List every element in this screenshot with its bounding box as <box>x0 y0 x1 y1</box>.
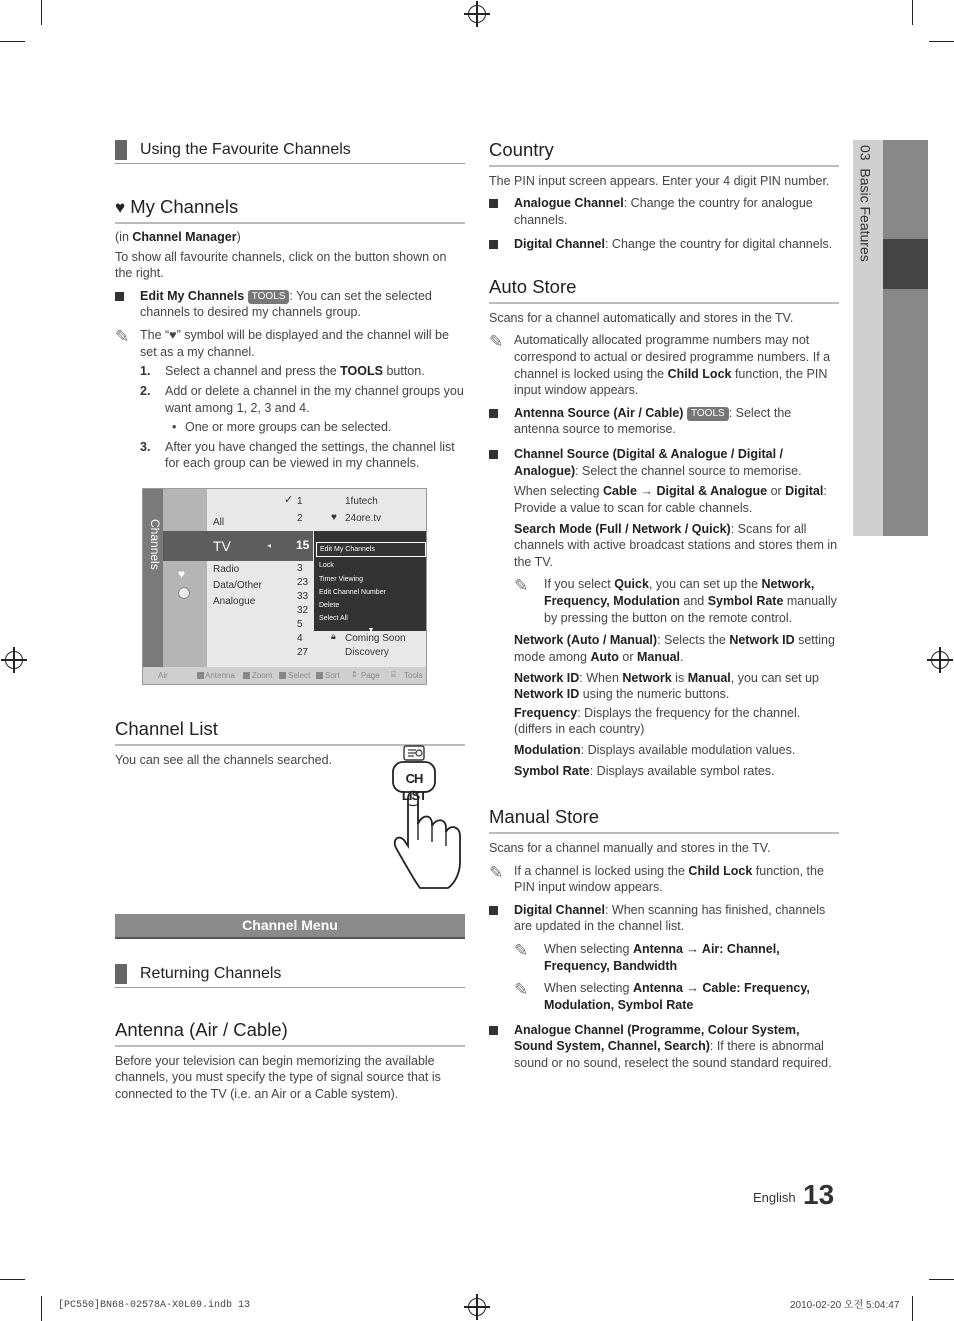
tv-group-tv: TV <box>213 538 231 554</box>
tv-menu-item[interactable]: Timer Viewing <box>319 575 363 583</box>
tv-channel-name: Coming Soon <box>345 633 406 644</box>
symbol-rate-text: Symbol Rate: Displays available symbol rates. <box>514 763 775 778</box>
crop-mark <box>0 1279 25 1280</box>
channel-menu-bar: Channel Menu <box>115 914 465 939</box>
manual-store-note: ✎ If a channel is locked using the Child Lock function, the PIN input window appears. <box>489 862 824 895</box>
my-channels-title: My Channels <box>130 196 239 218</box>
auto-store-text: Scans for a channel automatically and stores in the TV. <box>489 310 794 325</box>
search-mode-text: Search Mode (Full / Network / Quick): Scans for all channels with active broadcast stations and stores them in the TV. <box>514 521 838 569</box>
scroll-down-icon: ▼ <box>367 626 375 634</box>
crop-mark <box>929 1279 954 1280</box>
heart-symbol-note: ✎ The “♥” symbol will be displayed and the channel will be set as a my channel. <box>115 327 449 359</box>
tv-bottom-page: Page <box>361 671 380 680</box>
tv-bottom-tools: Tools <box>404 671 423 680</box>
heart-icon: ♥ <box>115 198 126 218</box>
step-2-subbullet: • One or more groups can be selected. <box>115 419 465 436</box>
country-heading: Country <box>489 138 839 167</box>
footer-language: English <box>753 1190 796 1205</box>
network-text: Network (Auto / Manual): Selects the Network ID setting mode among Auto or Manual. <box>514 633 835 664</box>
my-channels-heading <box>115 195 465 224</box>
tv-channel-name: Discovery <box>345 647 389 658</box>
heart-icon: ♥ <box>331 512 337 523</box>
tv-selected-row <box>163 531 313 561</box>
tv-channel-screen <box>142 488 427 685</box>
crop-mark <box>912 1296 913 1321</box>
crop-mark <box>0 41 25 42</box>
tv-channel-name: 1futech <box>345 496 378 507</box>
tv-menu-item[interactable]: Delete <box>319 602 340 610</box>
tools-icon: ⌸ <box>391 670 396 679</box>
manual-digital-bullet: Digital Channel: When scanning has finished, channels are updated in the channel list. <box>489 902 839 935</box>
tv-channel-num: 23 <box>297 577 309 588</box>
footer-date: 2010-02-20 오전 5:04:47 <box>790 1300 900 1311</box>
tv-bottom-antenna: Antenna <box>205 671 235 680</box>
step-2: 2. Add or delete a channel in the my channel groups you want among 1, 2, 3 and 4. <box>140 383 464 415</box>
chapter-tab-active-block <box>883 239 928 289</box>
chapter-number: 03 <box>857 145 874 161</box>
returning-section <box>115 962 465 1103</box>
crop-mark <box>929 41 954 42</box>
network-id-text: Network ID: When Network is Manual, you can set up Network ID using the numeric buttons. <box>514 670 820 702</box>
tv-channel-num: 1 <box>297 496 303 507</box>
tools-badge: TOOLS <box>687 407 729 421</box>
modulation-text: Modulation: Displays available modulation values. <box>514 743 796 758</box>
frequency-text: Frequency: Displays the frequency for the channel. (differs in each country) <box>514 705 801 737</box>
returning-channels-heading: Returning Channels <box>115 962 465 988</box>
tv-tools-menu <box>314 531 427 634</box>
tv-group-radio: Radio <box>213 564 240 575</box>
chapter-tab-block <box>883 140 928 239</box>
favourite-channels-heading: Using the Favourite Channels <box>115 138 465 164</box>
chapter-title: Basic Features <box>857 168 874 262</box>
lock-icon: 🔒︎ <box>331 631 336 641</box>
antenna-text: Before your television can begin memorizing the available channels, you must specify the type of signal source that is connected to the TV (i.e. an Air or a Cable system). <box>115 1053 441 1102</box>
page-arrows-icon: ⇕ <box>351 670 358 679</box>
pencil-note-icon: ✎ <box>489 862 504 882</box>
tv-group-analogue: Analogue <box>213 596 256 607</box>
tools-badge: TOOLS <box>248 290 290 304</box>
tv-group-all: All <box>213 517 225 528</box>
tv-channel-num: 33 <box>297 591 309 602</box>
country-digital-bullet: Digital Channel: Change the country for digital channels. <box>489 236 839 253</box>
tv-channel-num: 32 <box>297 605 309 616</box>
heart-icon: ♥ <box>178 567 186 581</box>
check-icon: ✓ <box>284 494 294 506</box>
tv-channel-num: 4 <box>297 633 303 644</box>
manual-analogue-bullet: Analogue Channel (Programme, Colour System, Sound System, Channel, Search): If there is abnormal sound or no sound, reselect the sound standard required. <box>489 1022 839 1072</box>
antenna-heading: Antenna (Air / Cable) <box>115 1018 465 1047</box>
tv-bottom-air: Air <box>158 671 168 680</box>
country-text: The PIN input screen appears. Enter your 4 digit PIN number. <box>489 173 830 188</box>
auto-store-heading: Auto Store <box>489 275 839 304</box>
tv-channel-num: 3 <box>297 563 303 574</box>
cable-frequency-note: ✎ When selecting Antenna → Cable: Frequency, Modulation, Symbol Rate <box>514 980 810 1012</box>
cable-selection-text: When selecting Cable → Digital & Analogue or Digital: Provide a value to scan for cable channels. <box>514 484 827 515</box>
registration-mark-icon <box>5 651 23 669</box>
button-d-icon <box>316 672 323 679</box>
remote-hand-ch-list-icon <box>390 744 466 890</box>
globe-icon <box>178 587 190 599</box>
tv-group-data: Data/Other <box>213 580 262 591</box>
auto-store-note: ✎ Automatically allocated programme numbers may not correspond to actual or desired programme numbers. If a channel is locked using the Child Lock function, the PIN input window appears. <box>489 332 831 398</box>
manual-store-heading: Manual Store <box>489 805 839 834</box>
channel-source-bullet: Channel Source (Digital & Analogue / Digital / Analogue): Select the channel source to memorise. <box>489 446 839 479</box>
channel-list-text: You can see all the channels searched. <box>115 752 333 767</box>
channel-list-heading: Channel List <box>115 717 465 746</box>
manual-store-text: Scans for a channel manually and stores in the TV. <box>489 840 771 855</box>
footer-file: [PC550]BN68-02578A-X0L09.indb 13 <box>58 1300 251 1311</box>
pencil-note-icon: ✎ <box>514 980 529 1000</box>
edit-my-channels-bullet: Edit My Channels TOOLS : You can set the selected channels to desired my channels group. <box>115 288 465 321</box>
quick-note: ✎ If you select Quick, you can set up the Network, Frequency, Modulation and Symbol Rate manually by pressing the button on the remote control. <box>514 576 837 625</box>
tv-menu-item[interactable]: Edit Channel Number <box>319 588 386 596</box>
antenna-source-bullet: Antenna Source (Air / Cable) TOOLS : Select the antenna source to memorise. <box>489 405 839 438</box>
chapter-tab-block <box>883 289 928 536</box>
tv-channel-name: 24ore.tv <box>345 513 382 524</box>
in-channel-manager: (in Channel Manager) <box>115 229 241 244</box>
pencil-note-icon: ✎ <box>489 332 504 352</box>
tv-menu-item[interactable]: Edit My Channels <box>316 542 426 557</box>
tv-menu-item[interactable]: Lock <box>319 562 334 570</box>
tv-icon-column <box>163 489 207 667</box>
pencil-note-icon: ✎ <box>514 576 529 596</box>
tv-selected-arrow-icon: ◂ <box>267 541 272 550</box>
tv-menu-item[interactable]: Select All <box>319 615 348 623</box>
registration-mark-icon <box>468 5 486 23</box>
air-channel-note: ✎ When selecting Antenna → Air: Channel, Frequency, Bandwidth <box>514 941 780 973</box>
button-c-icon <box>279 672 286 679</box>
page-number: 13 <box>803 1179 835 1210</box>
step-3: 3. After you have changed the settings, the channel list for each group can be viewed in my channels. <box>140 439 455 471</box>
tv-bottom-bar <box>143 667 427 685</box>
registration-mark-icon <box>931 651 949 669</box>
pencil-note-icon: ✎ <box>514 941 529 961</box>
right-column <box>489 138 839 1071</box>
country-analogue-bullet: Analogue Channel: Change the country for analogue channels. <box>489 195 839 228</box>
tv-bottom-sort: Sort <box>325 671 340 680</box>
crop-mark <box>41 0 42 25</box>
tv-channel-num: 5 <box>297 619 303 630</box>
registration-mark-icon <box>468 1298 486 1316</box>
ch-list-button[interactable]: CH LIST <box>401 771 427 804</box>
button-b-icon <box>243 672 250 679</box>
crop-mark <box>912 0 913 25</box>
my-channels-intro: To show all favourite channels, click on the button shown on the right. <box>115 249 447 281</box>
tv-bottom-zoom: Zoom <box>252 671 273 680</box>
pencil-note-icon: ✎ <box>115 327 130 346</box>
crop-mark <box>41 1296 42 1321</box>
step-1: 1. Select a channel and press the TOOLS button. <box>140 364 425 379</box>
tv-channel-num: 2 <box>297 513 303 524</box>
tv-side-bar <box>143 489 163 667</box>
tv-channel-num: 15 <box>296 538 310 552</box>
tv-bottom-select: Select <box>288 671 311 680</box>
tv-side-label: Channels <box>147 519 162 570</box>
button-a-icon <box>197 672 204 679</box>
tv-channel-num: 27 <box>297 647 309 658</box>
chapter-tab-label <box>856 145 875 262</box>
left-column <box>115 138 465 472</box>
